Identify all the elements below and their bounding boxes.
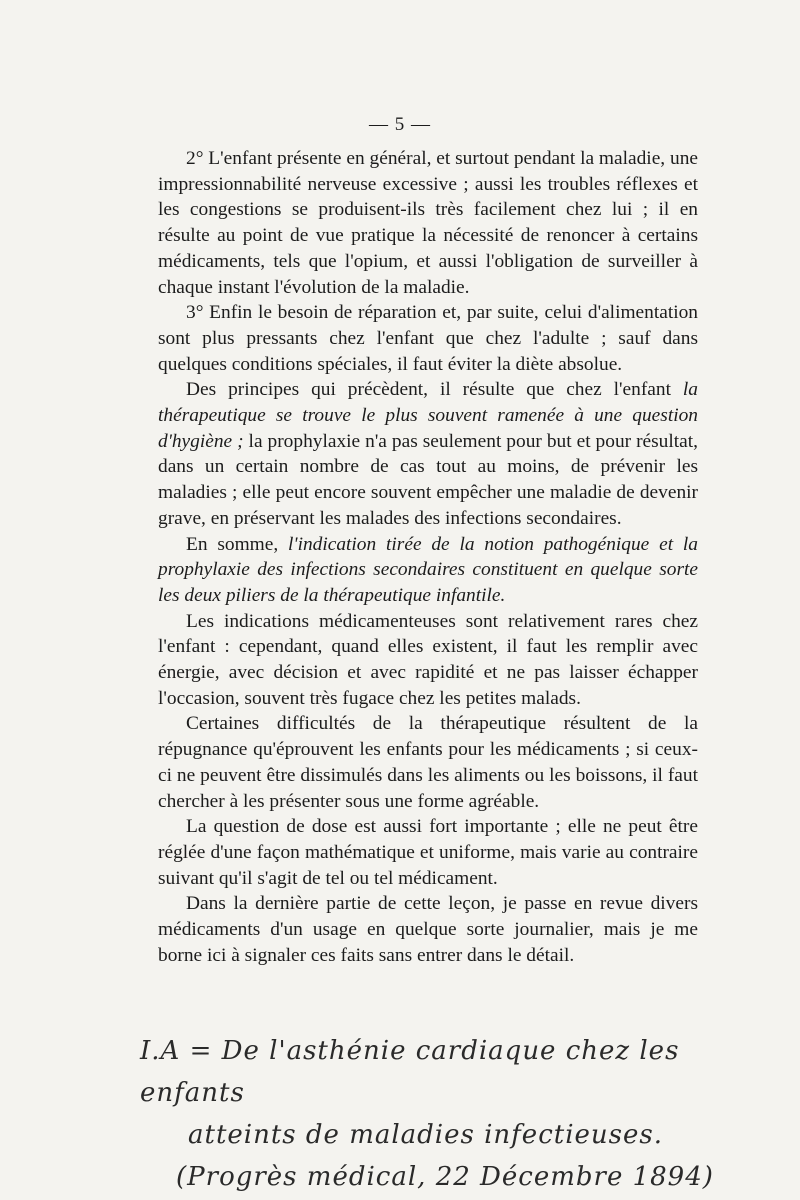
annotation-line-3: (Progrès médical, 22 Décembre 1894) xyxy=(176,1162,714,1192)
annotation-line-1: I.A = De l'asthénie cardiaque chez les enfants xyxy=(140,1036,680,1108)
text-segment: Des principes qui précèdent, il résulte que chez l'enfant xyxy=(186,379,683,401)
paragraph xyxy=(158,814,698,891)
text-segment: Dans la dernière partie de cette leçon, je passe en revue divers médicaments d'un usage en quelque sorte journalier, mais je me borne ici à signaler ces faits sans entrer dans le détail. xyxy=(158,893,698,966)
text-segment: Les indications médicamenteuses sont relativement rares chez l'enfant : cependant, quand elles existent, il faut les remplir avec énergie, avec décision et avec rapidité et ne pas laisser échapper l'occasion, souvent très fugace chez les petites malads. xyxy=(158,610,698,709)
text-segment: 3° Enfin le besoin de réparation et, par suite, celui d'alimentation sont plus pressants chez l'enfant que chez l'adulte ; sauf dans quelques conditions spéciales, il faut éviter la diète absolue. xyxy=(158,302,698,375)
italic-segment: la thérapeutique se trouve le plus souvent ramenée à une question d'hygiène ; xyxy=(158,379,698,452)
text-segment: la prophylaxie n'a pas seulement pour but et pour résultat, dans un certain nombre de cas tout au moins, de prévenir les maladies ; elle peut encore souvent empêcher une maladie de devenir grave, en préservant les malades des infections secondaires. xyxy=(158,430,698,529)
text-segment: Certaines difficultés de la thérapeutique résultent de la répugnance qu'éprouvent les enfants pour les médicaments ; si ceux-ci ne peuvent être dissimulés dans les aliments ou les boissons, il faut chercher à les présenter sous une forme agréable. xyxy=(158,713,698,812)
paragraph xyxy=(158,891,698,968)
body-text xyxy=(158,146,698,969)
paragraph xyxy=(158,146,698,300)
page-number: — 5 — xyxy=(369,114,431,135)
paragraph xyxy=(158,532,698,609)
annotation-line-2: atteints de maladies infectieuses. xyxy=(188,1120,663,1150)
paragraph xyxy=(158,377,698,531)
paragraph xyxy=(158,609,698,712)
italic-segment: l'indication tirée de la notion pathogénique et la prophylaxie des infections secondaires constituent en quelque sorte les deux piliers de la thérapeutique infantile. xyxy=(158,533,698,606)
handwritten-annotation xyxy=(140,1030,740,1198)
text-segment: 2° L'enfant présente en général, et surtout pendant la maladie, une impressionnabilité nerveuse excessive ; aussi les troubles réflexes et les congestions se produisent-ils très facilement chez lui ; il en résulte au point de vue pratique la nécessité de renoncer à certains médicaments, tels que l'opium, et aussi l'obligation de surveiller à chaque instant l'évolution de la maladie. xyxy=(158,148,698,298)
text-segment: La question de dose est aussi fort importante ; elle ne peut être réglée d'une façon mathématique et uniforme, mais varie au contraire suivant qu'il s'agit de tel ou tel médicament. xyxy=(158,816,698,889)
text-segment: En somme, xyxy=(186,533,289,555)
paragraph xyxy=(158,711,698,814)
paragraph xyxy=(158,300,698,377)
